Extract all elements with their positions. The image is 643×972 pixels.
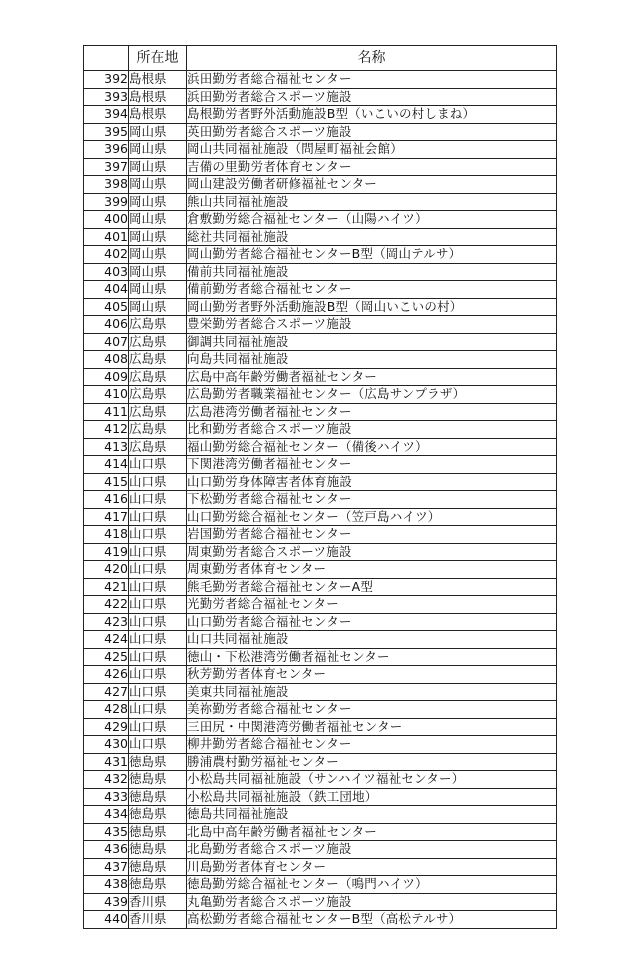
row-number: 439: [84, 893, 129, 911]
row-prefecture: 徳島県: [129, 876, 187, 894]
row-number: 424: [84, 631, 129, 649]
row-facility-name: 浜田勤労者総合スポーツ施設: [187, 88, 557, 106]
table-row: [84, 718, 557, 736]
row-facility-name: 岡山建設労働者研修福祉センター: [187, 176, 557, 194]
table-body: [84, 71, 557, 929]
row-number: 436: [84, 841, 129, 859]
row-number: 409: [84, 368, 129, 386]
table-row: [84, 806, 557, 824]
table-row: [84, 491, 557, 509]
row-prefecture: 香川県: [129, 893, 187, 911]
table-row: [84, 526, 557, 544]
row-facility-name: 山口勤労総合福祉センター（笠戸島ハイツ）: [187, 508, 557, 526]
row-number: 431: [84, 753, 129, 771]
row-number: 400: [84, 211, 129, 229]
table-row: [84, 421, 557, 439]
row-number: 411: [84, 403, 129, 421]
table-row: [84, 823, 557, 841]
table-row: [84, 736, 557, 754]
row-prefecture: 山口県: [129, 596, 187, 614]
row-number: 422: [84, 596, 129, 614]
row-facility-name: 広島勤労者職業福祉センター（広島サンプラザ）: [187, 386, 557, 404]
row-prefecture: 徳島県: [129, 771, 187, 789]
row-prefecture: 山口県: [129, 613, 187, 631]
row-prefecture: 岡山県: [129, 123, 187, 141]
row-facility-name: 徳山・下松港湾労働者福祉センター: [187, 648, 557, 666]
row-prefecture: 山口県: [129, 648, 187, 666]
table-row: [84, 648, 557, 666]
row-number: 413: [84, 438, 129, 456]
row-facility-name: 秋芳勤労者体育センター: [187, 666, 557, 684]
facility-table: [83, 45, 557, 929]
row-number: 429: [84, 718, 129, 736]
row-number: 433: [84, 788, 129, 806]
row-prefecture: 山口県: [129, 578, 187, 596]
table-row: [84, 666, 557, 684]
row-prefecture: 岡山県: [129, 141, 187, 159]
row-facility-name: 小松島共同福祉施設（鉄工団地）: [187, 788, 557, 806]
row-prefecture: 広島県: [129, 403, 187, 421]
row-number: 427: [84, 683, 129, 701]
row-prefecture: 広島県: [129, 438, 187, 456]
table-row: [84, 771, 557, 789]
row-prefecture: 山口県: [129, 736, 187, 754]
row-prefecture: 徳島県: [129, 806, 187, 824]
row-number: 393: [84, 88, 129, 106]
row-number: 420: [84, 561, 129, 579]
table-row: [84, 123, 557, 141]
table-row: [84, 106, 557, 124]
row-facility-name: 倉敷勤労総合福祉センター（山陽ハイツ）: [187, 211, 557, 229]
table-row: [84, 228, 557, 246]
row-number: 394: [84, 106, 129, 124]
row-prefecture: 山口県: [129, 701, 187, 719]
row-number: 414: [84, 456, 129, 474]
row-facility-name: 周東勤労者体育センター: [187, 561, 557, 579]
row-number: 410: [84, 386, 129, 404]
row-prefecture: 岡山県: [129, 228, 187, 246]
table-row: [84, 368, 557, 386]
row-facility-name: 下関港湾労働者福祉センター: [187, 456, 557, 474]
row-number: 412: [84, 421, 129, 439]
header-prefecture: 所在地: [129, 46, 187, 71]
row-facility-name: 福山勤労総合福祉センター（備後ハイツ）: [187, 438, 557, 456]
row-facility-name: 英田勤労者総合スポーツ施設: [187, 123, 557, 141]
row-prefecture: 徳島県: [129, 823, 187, 841]
row-number: 417: [84, 508, 129, 526]
table-row: [84, 71, 557, 89]
row-number: 437: [84, 858, 129, 876]
row-facility-name: 吉備の里勤労者体育センター: [187, 158, 557, 176]
row-number: 392: [84, 71, 129, 89]
table-row: [84, 403, 557, 421]
row-facility-name: 岡山勤労者野外活動施設B型（岡山いこいの村）: [187, 298, 557, 316]
row-number: 403: [84, 263, 129, 281]
table-row: [84, 788, 557, 806]
row-facility-name: 御調共同福祉施設: [187, 333, 557, 351]
table-row: [84, 386, 557, 404]
row-facility-name: 徳島共同福祉施設: [187, 806, 557, 824]
row-number: 399: [84, 193, 129, 211]
table-row: [84, 333, 557, 351]
table-row: [84, 631, 557, 649]
row-facility-name: 広島港湾労働者福祉センター: [187, 403, 557, 421]
row-prefecture: 山口県: [129, 683, 187, 701]
row-facility-name: 熊山共同福祉施設: [187, 193, 557, 211]
table-row: [84, 176, 557, 194]
table-row: [84, 596, 557, 614]
row-number: 438: [84, 876, 129, 894]
row-number: 401: [84, 228, 129, 246]
table-row: [84, 578, 557, 596]
header-no: [84, 46, 129, 71]
row-facility-name: 勝浦農村勤労福祉センター: [187, 753, 557, 771]
table-row: [84, 281, 557, 299]
row-number: 416: [84, 491, 129, 509]
table-row: [84, 753, 557, 771]
row-prefecture: 山口県: [129, 526, 187, 544]
row-facility-name: 山口勤労者総合福祉センター: [187, 613, 557, 631]
row-prefecture: 山口県: [129, 718, 187, 736]
header-name: 名称: [187, 46, 557, 71]
row-prefecture: 島根県: [129, 88, 187, 106]
row-prefecture: 岡山県: [129, 211, 187, 229]
row-prefecture: 広島県: [129, 351, 187, 369]
row-prefecture: 岡山県: [129, 158, 187, 176]
table-row: [84, 543, 557, 561]
row-prefecture: 徳島県: [129, 753, 187, 771]
row-prefecture: 山口県: [129, 456, 187, 474]
row-facility-name: 浜田勤労者総合福祉センター: [187, 71, 557, 89]
row-number: 440: [84, 911, 129, 929]
row-facility-name: 熊毛勤労者総合福祉センターA型: [187, 578, 557, 596]
table-row: [84, 351, 557, 369]
row-number: 398: [84, 176, 129, 194]
table-row: [84, 841, 557, 859]
row-facility-name: 光勤労者総合福祉センター: [187, 596, 557, 614]
row-number: 396: [84, 141, 129, 159]
row-facility-name: 総社共同福祉施設: [187, 228, 557, 246]
row-prefecture: 山口県: [129, 473, 187, 491]
row-facility-name: 山口勤労身体障害者体育施設: [187, 473, 557, 491]
row-prefecture: 徳島県: [129, 788, 187, 806]
row-prefecture: 山口県: [129, 491, 187, 509]
row-facility-name: 北島中高年齢労働者福祉センター: [187, 823, 557, 841]
row-prefecture: 広島県: [129, 386, 187, 404]
table-row: [84, 613, 557, 631]
row-number: 419: [84, 543, 129, 561]
row-prefecture: 島根県: [129, 106, 187, 124]
table-row: [84, 263, 557, 281]
row-number: 426: [84, 666, 129, 684]
table-row: [84, 298, 557, 316]
row-prefecture: 岡山県: [129, 298, 187, 316]
row-prefecture: 岡山県: [129, 193, 187, 211]
row-facility-name: 備前共同福祉施設: [187, 263, 557, 281]
table-row: [84, 876, 557, 894]
row-number: 428: [84, 701, 129, 719]
row-number: 397: [84, 158, 129, 176]
table-row: [84, 683, 557, 701]
row-prefecture: 香川県: [129, 911, 187, 929]
row-facility-name: 備前勤労者総合福祉センター: [187, 281, 557, 299]
row-facility-name: 島根勤労者野外活動施設B型（いこいの村しまね）: [187, 106, 557, 124]
row-number: 425: [84, 648, 129, 666]
row-number: 404: [84, 281, 129, 299]
table-row: [84, 701, 557, 719]
row-prefecture: 山口県: [129, 666, 187, 684]
row-prefecture: 山口県: [129, 543, 187, 561]
row-prefecture: 広島県: [129, 421, 187, 439]
row-prefecture: 岡山県: [129, 281, 187, 299]
row-facility-name: 美東共同福祉施設: [187, 683, 557, 701]
table-row: [84, 316, 557, 334]
row-number: 408: [84, 351, 129, 369]
row-prefecture: 広島県: [129, 316, 187, 334]
row-prefecture: 山口県: [129, 631, 187, 649]
row-facility-name: 川島勤労者体育センター: [187, 858, 557, 876]
row-facility-name: 小松島共同福祉施設（サンハイツ福祉センター）: [187, 771, 557, 789]
table-row: [84, 158, 557, 176]
table-row: [84, 508, 557, 526]
header-row: [84, 46, 557, 71]
table-row: [84, 141, 557, 159]
row-facility-name: 山口共同福祉施設: [187, 631, 557, 649]
row-prefecture: 山口県: [129, 508, 187, 526]
table-row: [84, 561, 557, 579]
table-row: [84, 858, 557, 876]
table-row: [84, 893, 557, 911]
row-prefecture: 島根県: [129, 71, 187, 89]
row-number: 405: [84, 298, 129, 316]
row-facility-name: 徳島勤労総合福祉センター（鳴門ハイツ）: [187, 876, 557, 894]
row-facility-name: 岩国勤労者総合福祉センター: [187, 526, 557, 544]
row-number: 434: [84, 806, 129, 824]
row-prefecture: 岡山県: [129, 263, 187, 281]
row-number: 421: [84, 578, 129, 596]
row-facility-name: 周東勤労者総合スポーツ施設: [187, 543, 557, 561]
row-facility-name: 比和勤労者総合スポーツ施設: [187, 421, 557, 439]
row-facility-name: 柳井勤労者総合福祉センター: [187, 736, 557, 754]
row-number: 402: [84, 246, 129, 264]
row-prefecture: 岡山県: [129, 246, 187, 264]
table-row: [84, 88, 557, 106]
row-prefecture: 岡山県: [129, 176, 187, 194]
table-row: [84, 193, 557, 211]
row-number: 418: [84, 526, 129, 544]
row-facility-name: 岡山勤労者総合福祉センターB型（岡山テルサ）: [187, 246, 557, 264]
row-facility-name: 三田尻・中関港湾労働者福祉センター: [187, 718, 557, 736]
table-row: [84, 473, 557, 491]
row-number: 407: [84, 333, 129, 351]
row-facility-name: 豊栄勤労者総合スポーツ施設: [187, 316, 557, 334]
row-number: 430: [84, 736, 129, 754]
row-facility-name: 美祢勤労者総合福祉センター: [187, 701, 557, 719]
row-number: 423: [84, 613, 129, 631]
row-facility-name: 高松勤労者総合福祉センターB型（高松テルサ）: [187, 911, 557, 929]
row-facility-name: 岡山共同福祉施設（問屋町福祉会館）: [187, 141, 557, 159]
row-number: 432: [84, 771, 129, 789]
row-number: 415: [84, 473, 129, 491]
row-prefecture: 広島県: [129, 333, 187, 351]
table-row: [84, 211, 557, 229]
row-prefecture: 徳島県: [129, 858, 187, 876]
table-row: [84, 456, 557, 474]
row-facility-name: 下松勤労者総合福祉センター: [187, 491, 557, 509]
table-row: [84, 246, 557, 264]
row-number: 406: [84, 316, 129, 334]
table-row: [84, 438, 557, 456]
row-prefecture: 広島県: [129, 368, 187, 386]
row-prefecture: 徳島県: [129, 841, 187, 859]
table-row: [84, 911, 557, 929]
row-facility-name: 丸亀勤労者総合スポーツ施設: [187, 893, 557, 911]
row-facility-name: 北島勤労者総合スポーツ施設: [187, 841, 557, 859]
row-facility-name: 広島中高年齢労働者福祉センター: [187, 368, 557, 386]
row-prefecture: 山口県: [129, 561, 187, 579]
row-number: 435: [84, 823, 129, 841]
row-facility-name: 向島共同福祉施設: [187, 351, 557, 369]
row-number: 395: [84, 123, 129, 141]
